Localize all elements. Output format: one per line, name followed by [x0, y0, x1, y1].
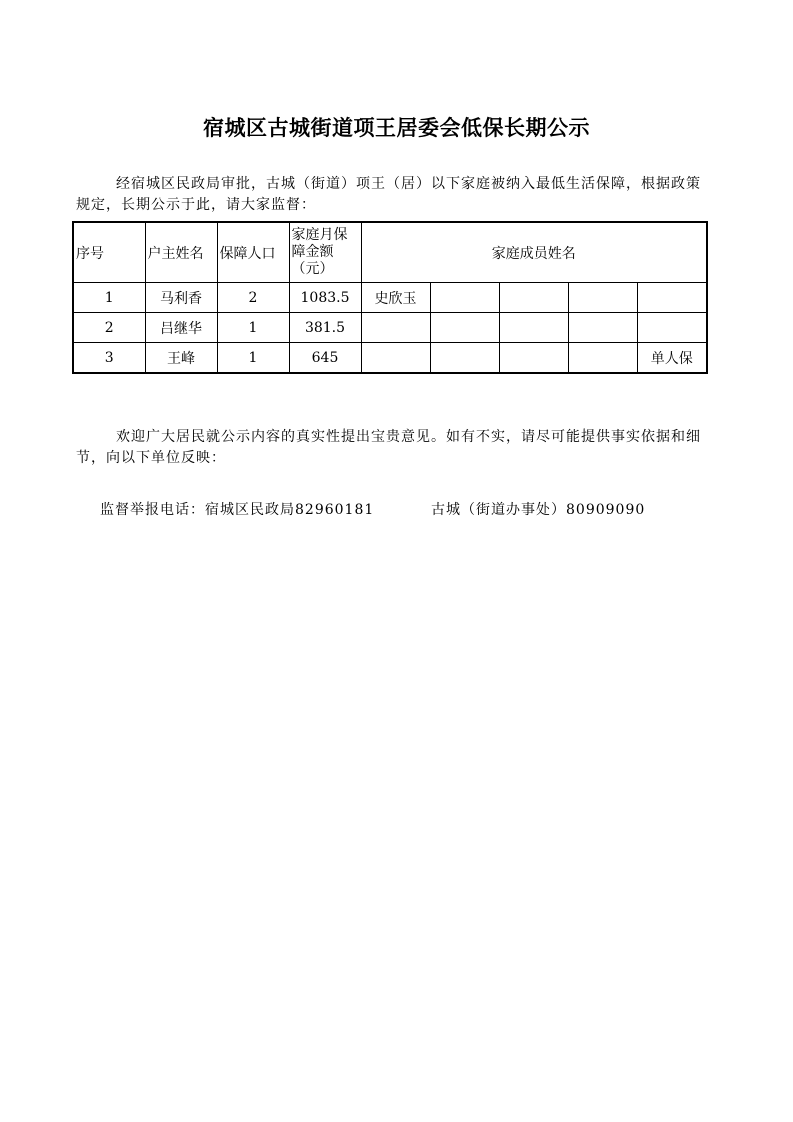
cell-member — [568, 343, 637, 374]
cell-member — [637, 283, 707, 313]
cell-member — [430, 283, 499, 313]
subsidy-table — [72, 221, 708, 374]
cell-index: 2 — [73, 313, 145, 343]
table-row — [73, 283, 707, 313]
header-index: 序号 — [73, 222, 145, 283]
cell-member — [499, 313, 568, 343]
cell-member — [499, 283, 568, 313]
table-row — [73, 343, 707, 374]
cell-count: 1 — [217, 313, 289, 343]
cell-member — [499, 343, 568, 374]
page-title: 宿城区古城街道项王居委会低保长期公示 — [203, 115, 590, 140]
cell-member — [430, 343, 499, 374]
cell-count: 1 — [217, 343, 289, 374]
cell-member: 史欣玉 — [361, 283, 430, 313]
header-amount-line3: （元） — [291, 261, 334, 277]
header-amount-line1: 家庭月保 — [291, 227, 348, 243]
cell-member — [361, 343, 430, 374]
feedback-text: 欢迎广大居民就公示内容的真实性提出宝贵意见。如有不实，请尽可能提供事实依据和细节，向以下单位反映： — [76, 429, 701, 466]
cell-member — [568, 283, 637, 313]
cell-member — [637, 313, 707, 343]
cell-amount: 1083.5 — [289, 283, 361, 313]
cell-head-name: 马利香 — [145, 283, 217, 313]
cell-count: 2 — [217, 283, 289, 313]
cell-index: 3 — [73, 343, 145, 374]
cell-member: 单人保 — [637, 343, 707, 374]
cell-head-name: 吕继华 — [145, 313, 217, 343]
contact-street-office: 古城（街道办事处）80909090 — [431, 502, 646, 518]
intro-paragraph — [76, 174, 710, 216]
table-row — [73, 313, 707, 343]
contact-civil-affairs: 监督举报电话：宿城区民政局82960181 — [100, 502, 375, 518]
header-amount — [289, 222, 361, 283]
feedback-paragraph — [76, 427, 710, 469]
header-count: 保障人口 — [217, 222, 289, 283]
cell-member — [430, 313, 499, 343]
header-head-name: 户主姓名 — [145, 222, 217, 283]
table-header-row — [73, 222, 707, 283]
cell-index: 1 — [73, 283, 145, 313]
header-members: 家庭成员姓名 — [361, 222, 707, 283]
cell-amount: 645 — [289, 343, 361, 374]
cell-amount: 381.5 — [289, 313, 361, 343]
cell-head-name: 王峰 — [145, 343, 217, 374]
cell-member — [568, 313, 637, 343]
cell-member — [361, 313, 430, 343]
header-amount-line2: 障金额 — [291, 244, 334, 260]
intro-text: 经宿城区民政局审批，古城（街道）项王（居）以下家庭被纳入最低生活保障，根据政策规定，长期公示于此，请大家监督： — [76, 176, 701, 213]
